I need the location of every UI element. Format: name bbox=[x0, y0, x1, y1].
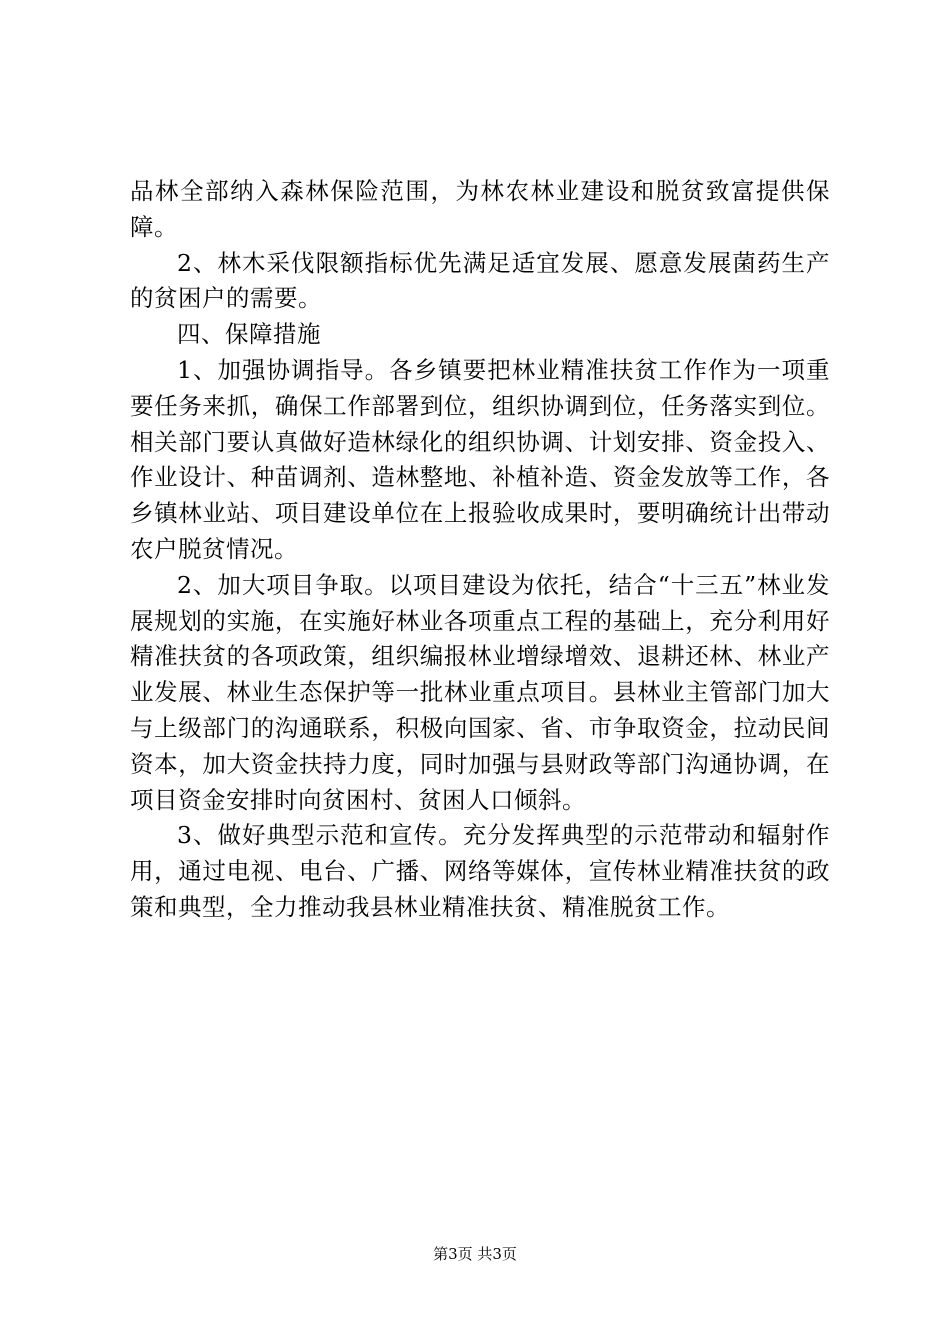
paragraph-item-2-project: 2、加大项目争取。以项目建设为依托，结合“十三五”林业发展规划的实施，在实施好林业各项重点工程的基础上，充分利用好精准扶贫的各项政策，组织编报林业增绿增效、退耕还林、林业产业发展、林业生态保护等一批林业重点项目。县林业主管部门加大与上级部门的沟通联系，积极向国家、省、市争取资金，拉动民间资本，加大资金扶持力度，同时加强与县财政等部门沟通协调，在项目资金安排时向贫困村、贫困人口倾斜。 bbox=[130, 570, 830, 814]
paragraph-item-2-logging-quota: 2、林木采伐限额指标优先满足适宜发展、愿意发展菌药生产的贫困户的需要。 bbox=[130, 248, 830, 313]
paragraph-continuation: 品林全部纳入森林保险范围，为林农林业建设和脱贫致富提供保障。 bbox=[130, 177, 830, 241]
section-heading-safeguards: 四、保障措施 bbox=[177, 320, 321, 349]
page-number-footer: 第3页 共3页 bbox=[433, 1245, 517, 1263]
document-body bbox=[130, 174, 830, 926]
paragraph-item-1-coordination: 1、加强协调指导。各乡镇要把林业精准扶贫工作作为一项重要任务来抓，确保工作部署到位，组织协调到位，任务落实到位。相关部门要认真做好造林绿化的组织协调、计划安排、资金投入、作业设计、种苗调剂、造林整地、补植补造、资金发放等工作，各乡镇林业站、项目建设单位在上报验收成果时，要明确统计出带动农户脱贫情况。 bbox=[130, 355, 830, 563]
paragraph-item-3-publicity: 3、做好典型示范和宣传。充分发挥典型的示范带动和辐射作用，通过电视、电台、广播、网络等媒体，宣传林业精准扶贫的政策和典型，全力推动我县林业精准扶贫、精准脱贫工作。 bbox=[130, 821, 830, 921]
